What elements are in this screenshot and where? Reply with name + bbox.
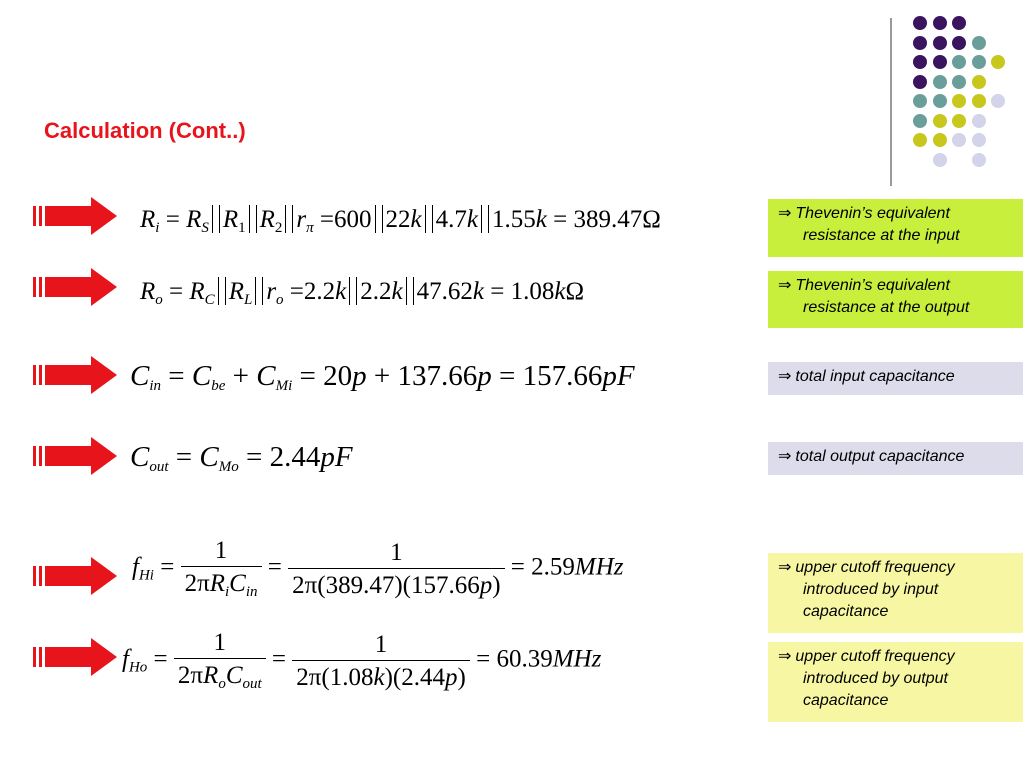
note-input-resistance: ⇒ Thevenin’s equivalent resistance at the input <box>768 199 1023 257</box>
equation-output-resistance: $R_o = R_C$ $R_L$ $r_o =2.2k$ 2.2k 47.62k = 1.08kΩ <box>140 278 585 308</box>
implies-icon: ⇒ <box>778 368 792 385</box>
decorative-dot <box>913 114 927 128</box>
fraction-numeric: $\frac{1}{2\pi(389.47)(157.66p)}$ <box>288 540 504 598</box>
decorative-dot <box>952 36 966 50</box>
decorative-dot <box>933 75 947 89</box>
decorative-dot <box>972 133 986 147</box>
divider-line <box>890 18 892 186</box>
implies-icon: ⇒ <box>778 648 792 665</box>
decorative-dot <box>933 114 947 128</box>
decorative-dot <box>913 16 927 30</box>
fraction-symbolic: $\frac{1}{2\pi R_iC_{in}}$ <box>181 538 262 600</box>
implies-icon: ⇒ <box>778 448 792 465</box>
red-arrow-icon <box>33 436 119 476</box>
decorative-dot <box>952 16 966 30</box>
decorative-dot <box>952 75 966 89</box>
fraction-symbolic: $\frac{1}{2\pi R_oC_{out}}$ <box>174 630 266 692</box>
decorative-dot <box>952 114 966 128</box>
decorative-dot <box>933 133 947 147</box>
red-arrow-icon <box>33 637 119 677</box>
decorative-dot <box>913 133 927 147</box>
note-upper-cutoff-output: ⇒ upper cutoff frequency introduced by output capacitance <box>768 642 1023 722</box>
decorative-dot <box>933 94 947 108</box>
red-arrow-icon <box>33 267 119 307</box>
decorative-dot <box>933 16 947 30</box>
fraction-numeric: $\frac{1}{2\pi(1.08k)(2.44p)}$ <box>292 632 470 690</box>
decorative-dot <box>913 94 927 108</box>
red-arrow-icon <box>33 355 119 395</box>
note-input-capacitance: ⇒ total input capacitance <box>768 362 1023 395</box>
equation-upper-cutoff-input: $f_{Hi}$ = $\frac{1}{2\pi R_iC_{in}}$ = $\frac{1}{2\pi(389.47)(157.66p)}$ = 2.59MHz <box>132 537 624 600</box>
equation-input-capacitance: $C_{in} = C_{be} + C_{Mi} = 20p + 137.66p = 157.66pF$ <box>130 360 635 394</box>
note-output-resistance: ⇒ Thevenin’s equivalent resistance at the output <box>768 271 1023 328</box>
decorative-dot <box>972 55 986 69</box>
decorative-dot <box>913 55 927 69</box>
implies-icon: ⇒ <box>778 277 792 294</box>
decorative-dot <box>952 55 966 69</box>
decorative-dot <box>933 153 947 167</box>
equation-output-capacitance: $C_{out} = C_{Mo} = 2.44pF$ <box>130 441 353 475</box>
decorative-dot <box>972 94 986 108</box>
slide-title: Calculation (Cont..) <box>44 118 246 143</box>
decorative-dot <box>972 75 986 89</box>
decorative-dot <box>972 153 986 167</box>
decorative-dot <box>913 36 927 50</box>
decorative-dot <box>952 133 966 147</box>
decorative-dot <box>972 114 986 128</box>
note-upper-cutoff-input: ⇒ upper cutoff frequency introduced by input capacitance <box>768 553 1023 633</box>
decorative-dot <box>991 55 1005 69</box>
decorative-dot <box>991 94 1005 108</box>
implies-icon: ⇒ <box>778 559 792 576</box>
decorative-dot <box>913 75 927 89</box>
decorative-dot <box>972 36 986 50</box>
equation-upper-cutoff-output: $f_{Ho}$ = $\frac{1}{2\pi R_oC_{out}}$ = $\frac{1}{2\pi(1.08k)(2.44p)}$ = 60.39MHz <box>122 629 602 692</box>
decorative-dot <box>933 36 947 50</box>
note-output-capacitance: ⇒ total output capacitance <box>768 442 1023 475</box>
decorative-dot <box>933 55 947 69</box>
implies-icon: ⇒ <box>778 205 792 222</box>
equation-input-resistance: $R_i = R_S$ $R_1$ $R_2$ $r_\pi =600$ 22k 4.7k 1.55k = 389.47Ω <box>140 206 661 236</box>
decorative-dot <box>952 94 966 108</box>
red-arrow-icon <box>33 196 119 236</box>
red-arrow-icon <box>33 556 119 596</box>
